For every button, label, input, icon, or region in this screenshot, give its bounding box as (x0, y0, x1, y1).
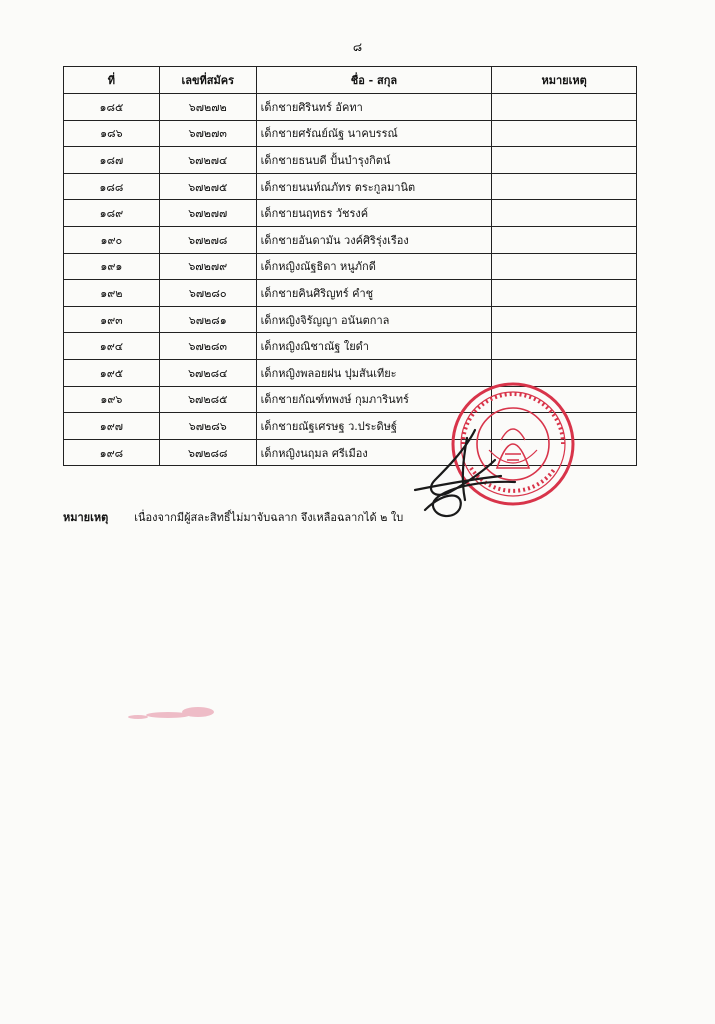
ink-smudge (118, 700, 228, 724)
full-name: เด็กหญิงณัฐธิดา หนูภักดี (256, 253, 492, 280)
application-number: ๖๗๒๘๔ (159, 359, 256, 386)
row-number: ๑๙๔ (64, 333, 160, 360)
row-number: ๑๙๕ (64, 359, 160, 386)
application-number: ๖๗๒๗๙ (159, 253, 256, 280)
row-number: ๑๘๘ (64, 173, 160, 200)
row-number: ๑๙๑ (64, 253, 160, 280)
full-name: เด็กหญิงนฤมล ศรีเมือง (256, 439, 492, 466)
row-note (492, 306, 637, 333)
row-note (492, 280, 637, 307)
full-name: เด็กชายนฤทธร วัชรงค์ (256, 200, 492, 227)
row-note (492, 226, 637, 253)
table-row (64, 94, 637, 121)
row-number: ๑๙๐ (64, 226, 160, 253)
row-number: ๑๘๖ (64, 120, 160, 147)
full-name: เด็กชายนนท์ณภัทร ตระกูลมานิต (256, 173, 492, 200)
row-note (492, 200, 637, 227)
header-name: ชื่อ - สกุล (256, 67, 492, 94)
application-number: ๖๗๒๗๒ (159, 94, 256, 121)
table-row (64, 173, 637, 200)
application-number: ๖๗๒๘๑ (159, 306, 256, 333)
full-name: เด็กหญิงณิชาณัฐ ใยดำ (256, 333, 492, 360)
row-number: ๑๙๗ (64, 413, 160, 440)
application-number: ๖๗๒๘๖ (159, 413, 256, 440)
application-number: ๖๗๒๘๐ (159, 280, 256, 307)
table-row (64, 280, 637, 307)
application-number: ๖๗๒๘๓ (159, 333, 256, 360)
row-number: ๑๘๙ (64, 200, 160, 227)
full-name: เด็กชายคินศิริญทร์ คำชู (256, 280, 492, 307)
remark-text: เนื่องจากมีผู้สละสิทธิ์ไม่มาจับฉลาก จึงเหลือฉลากได้ ๒ ใบ (134, 511, 404, 524)
application-number: ๖๗๒๗๗ (159, 200, 256, 227)
row-note (492, 253, 637, 280)
table-row (64, 200, 637, 227)
table-row (64, 226, 637, 253)
table-row (64, 147, 637, 174)
row-note (492, 120, 637, 147)
row-note (492, 147, 637, 174)
table-row (64, 333, 637, 360)
application-number: ๖๗๒๘๕ (159, 386, 256, 413)
full-name: เด็กชายธนบดี ปั้นบำรุงกิตน์ (256, 147, 492, 174)
full-name: เด็กชายอันดามัน วงค์ศิริรุ่งเรือง (256, 226, 492, 253)
remark-section (63, 508, 403, 526)
full-name: เด็กชายกัณฑ์ทพงษ์ กุมภารินทร์ (256, 386, 492, 413)
table-row (64, 253, 637, 280)
application-number: ๖๗๒๗๔ (159, 147, 256, 174)
application-number: ๖๗๒๗๕ (159, 173, 256, 200)
signature (405, 420, 525, 530)
row-number: ๑๙๘ (64, 439, 160, 466)
header-note: หมายเหตุ (492, 67, 637, 94)
row-number: ๑๙๓ (64, 306, 160, 333)
row-note (492, 94, 637, 121)
row-number: ๑๙๒ (64, 280, 160, 307)
table-header-row (64, 67, 637, 94)
full-name: เด็กหญิงจิรัญญา อนันตกาล (256, 306, 492, 333)
row-number: ๑๘๕ (64, 94, 160, 121)
full-name: เด็กหญิงพลอยฝน ปุมสันเทียะ (256, 359, 492, 386)
header-application-no: เลขที่สมัคร (159, 67, 256, 94)
full-name: เด็กชายศิรินทร์ อัคทา (256, 94, 492, 121)
full-name: เด็กชายณัฐเศรษฐ ว.ประดิษฐ์ (256, 413, 492, 440)
application-number: ๖๗๒๗๘ (159, 226, 256, 253)
row-note (492, 333, 637, 360)
application-number: ๖๗๒๘๘ (159, 439, 256, 466)
header-no: ที่ (64, 67, 160, 94)
row-number: ๑๙๖ (64, 386, 160, 413)
page-number: ๘ (352, 40, 363, 54)
remark-label: หมายเหตุ (63, 511, 109, 524)
row-note (492, 173, 637, 200)
table-row (64, 306, 637, 333)
full-name: เด็กชายศรัณย์ณัฐ นาคบรรณ์ (256, 120, 492, 147)
application-number: ๖๗๒๗๓ (159, 120, 256, 147)
row-number: ๑๘๗ (64, 147, 160, 174)
table-row (64, 120, 637, 147)
